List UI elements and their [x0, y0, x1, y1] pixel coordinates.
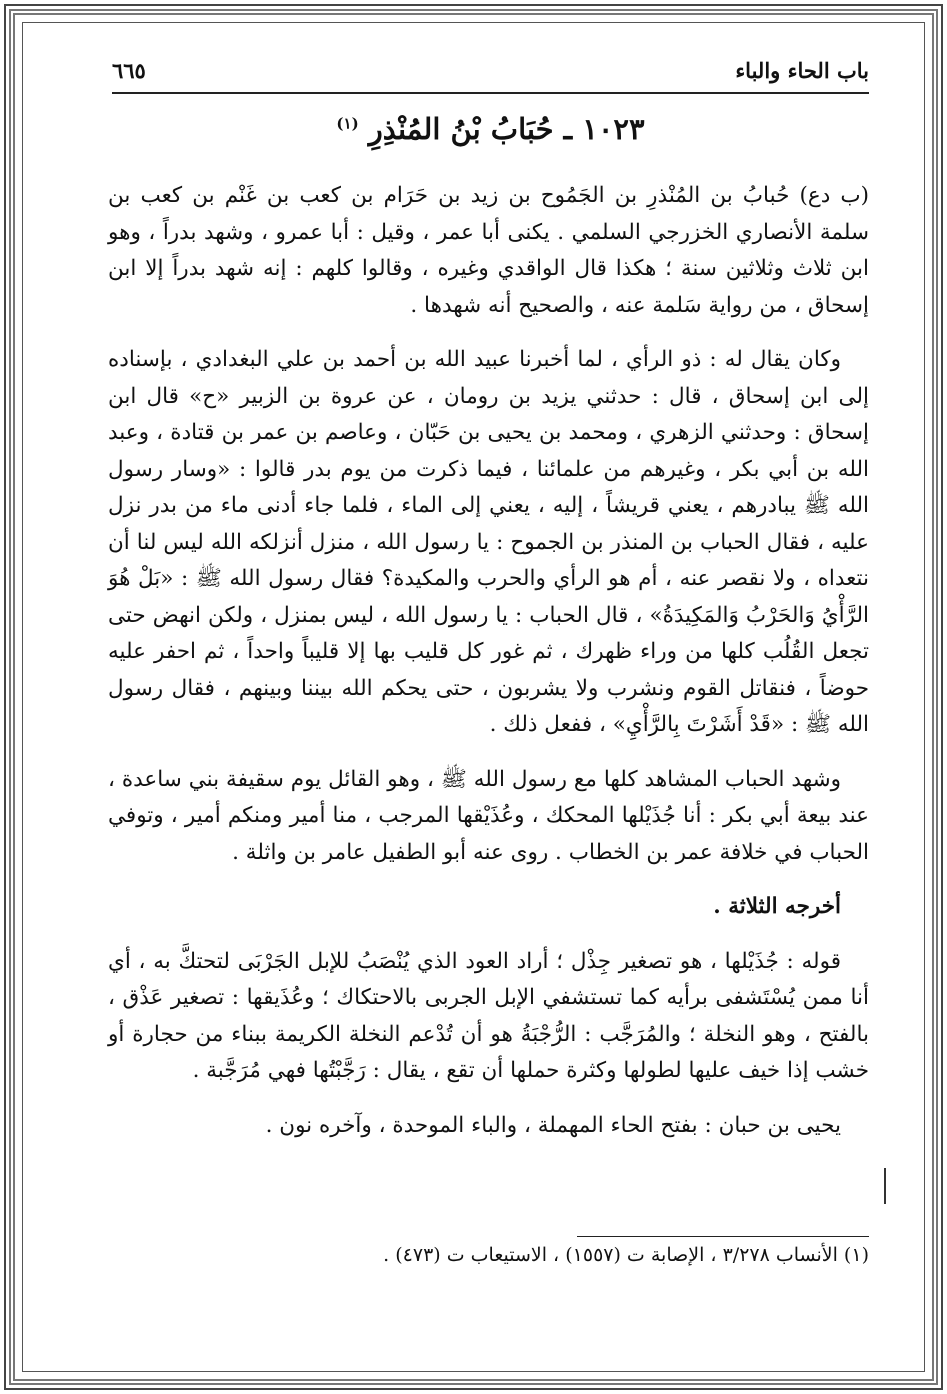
paragraph-takhrij: أخرجه الثلاثة .: [713, 894, 841, 919]
paragraph-saqifa: وشهد الحباب المشاهد كلها مع رسول الله ﷺ ، وهو القائل يوم سقيفة بني ساعدة ، عند بيعة أبي بكر : أنا جُذَيْلها المحكك ، وعُذَيْقها المرجب ، منا أمير ومنكم أمير ، وتوفي الحباب في خلافة عمر بن الخطاب . روى عنه أبو الطفيل عامر بن واثلة .: [108, 766, 869, 865]
paragraph-glossary: قوله : جُذَيْلها ، هو تصغير جِذْل ؛ أراد العود الذي يُنْصَبُ للإبل الجَرْبَى لتحتكَّ به ، أي أنا ممن يُسْتَشفى برأيه كما تستشفي الإبل الجربى بالاحتكاك ؛ وعُذَيقها : تصغير عَذْق ، بالفتح ، وهو النخلة ؛ والمُرَجَّب : الرُّجْبَةُ هو أن تُدْعم النخلة الكريمة ببناء من حجارة أو خشب إذا خيف عليها لطولها وكثرة حملها أن تقع ، يقال : رَجَّبْتُها فهي مُرَجَّبة .: [108, 948, 869, 1083]
paragraph-badr-narration: وكان يقال له : ذو الرأي ، لما أخبرنا عبيد الله بن أحمد بن علي البغدادي ، بإسناده إلى ابن إسحاق ، قال : حدثني يزيد بن رومان ، عن عروة بن الزبير «ح» قال ابن إسحاق : وحدثني الزهري ، ومحمد بن يحيى بن حَبّان ، وعاصم بن عمر بن قتادة ، وعبد الله بن أبي بكر ، وغيرهم من علمائنا ، فيما ذكرت من يوم بدر قالوا : «وسار رسول الله ﷺ يبادرهم ، يعني قريشاً ، إليه ، يعني إلى الماء ، فلما جاء أدنى ماء من بدر نزل عليه ، فقال الحباب بن المنذر بن الجموح : يا رسول الله ، منزل أنزلكه الله ليس لنا أن نتعداه ، ولا نقصر عنه ، أم هو الرأي والحرب والمكيدة؟ فقال رسول الله ﷺ : «بَلْ هُوَ الرَّأْيُ وَالحَرْبُ وَالمَكِيدَةُ» ، قال الحباب : يا رسول الله ، ليس بمنزل ، ولكن انهض حتى تجعل القُلُب كلها من وراء ظهرك ، ثم غور كل قليب بها إلا قليباً واحداً ، ثم احفر عليه حوضاً ، فنقاتل القوم ونشرب ولا يشربون ، حتى يحكم الله بيننا وبينهم ، فقال رسول الله ﷺ : «قَدْ أَشَرْتَ بِالرَّأْيِ» ، ففعل ذلك .: [108, 347, 869, 737]
entry-title-text: ١٠٢٣ ـ حُبَابُ بْنُ المُنْذِرِ: [368, 112, 645, 146]
entry-title: [112, 112, 869, 146]
running-title: باب الحاء والباء: [735, 58, 869, 83]
footnote-marker: (١): [336, 114, 359, 133]
footnote-rule: [577, 1236, 869, 1237]
paragraph-lineage: (ب دع) حُبابُ بن المُنْذرِ بن الجَمُوح بن زيد بن حَرَام بن كعب بن غَنْم بن كعب بن سلمة الأنصاري الخزرجي السلمي . يكنى أبا عمر ، وقيل : أبا عمرو ، وشهد بدراً ، وهو ابن ثلاث وثلاثين سنة ؛ هكذا قال الواقدي وغيره ، وقالوا كلهم : إنه شهد بدراً إلا ابن إسحاق ، من رواية سَلمة عنه ، والصحيح أنه شهدها .: [108, 183, 869, 318]
margin-bar: [884, 1168, 886, 1204]
entry-body: [108, 178, 869, 1144]
footnote: (١) الأنساب ٣/٢٧٨ ، الإصابة ت (١٥٥٧) ، الاستيعاب ت (٤٧٣) .: [383, 1244, 869, 1266]
paragraph-spelling-note: يحيى بن حبان : بفتح الحاء المهملة ، والباء الموحدة ، وآخره نون .: [265, 1112, 841, 1138]
page-header: [112, 58, 869, 88]
page-number: ٦٦٥: [112, 58, 146, 83]
header-rule: [112, 92, 869, 94]
